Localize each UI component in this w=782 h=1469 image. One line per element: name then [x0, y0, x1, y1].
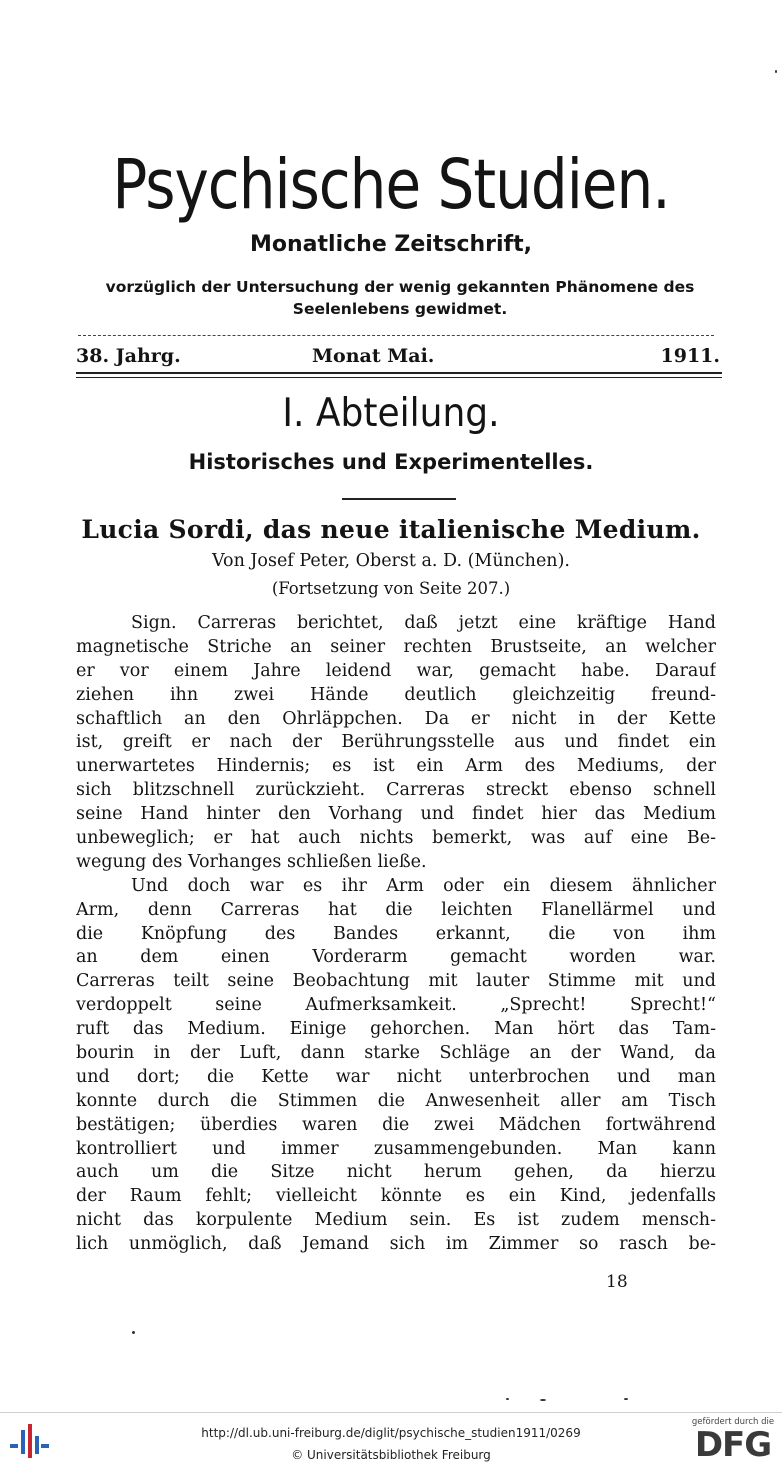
body-line: unerwartetes Hindernis; es ist ein Arm des Mediums, der	[76, 756, 716, 777]
body-line: Carreras teilt seine Beobachtung mit lauter Stimme mit und	[76, 971, 716, 992]
journal-description-line-2: Seelenlebens gewidmet.	[292, 300, 508, 318]
body-line: und dort; die Kette war nicht unterbrochen und man	[76, 1066, 716, 1087]
scan-speck	[132, 1331, 135, 1334]
article-continuation: (Fortsetzung von Seite 207.)	[271, 579, 511, 598]
body-line: ruft das Medium. Einige gehorchen. Man hört das Tam-	[76, 1019, 716, 1040]
article-title: Lucia Sordi, das neue italienische Medium.	[81, 515, 701, 544]
body-line: er vor einem Jahre leidend war, gemacht habe. Darauf	[76, 660, 716, 681]
body-line: lich unmöglich, daß Jemand sich im Zimmer so rasch be-	[76, 1234, 716, 1255]
body-line: seine Hand hinter den Vorhang und findet hier das Medium	[76, 804, 716, 825]
body-line: nicht das korpulente Medium sein. Es ist zudem mensch-	[76, 1210, 716, 1231]
issue-volume: 38. Jahrg.	[76, 345, 181, 367]
body-line: konnte durch die Stimmen die Anwesenheit aller am Tisch	[76, 1090, 716, 1111]
issue-month: Monat Mai.	[312, 345, 435, 367]
journal-title: Psychische Studien.	[112, 144, 670, 225]
journal-description	[70, 276, 730, 320]
footer-divider	[0, 1412, 782, 1413]
body-line: ist, greift er nach der Berührungsstelle aus und findet ein	[76, 732, 716, 753]
body-line: die Knöpfung des Bandes erkannt, die von ihm	[76, 923, 716, 944]
body-line: Und doch war es ihr Arm oder ein diesem ähnlicher	[131, 875, 716, 896]
journal-subtitle: Monatliche Zeitschrift,	[250, 232, 532, 257]
body-line: bourin in der Luft, dann starke Schläge an der Wand, da	[76, 1043, 716, 1064]
header-dashed-rule	[78, 335, 714, 336]
scan-speck	[624, 1398, 628, 1400]
dfg-sponsor-caption: gefördert durch die	[691, 1417, 775, 1427]
body-line: Arm, denn Carreras hat die leichten Flanellärmel und	[76, 899, 716, 920]
issue-year: 1911.	[660, 345, 720, 367]
issue-info-line	[76, 343, 720, 369]
section-title: I. Abteilung.	[282, 390, 500, 436]
section-divider	[342, 498, 456, 500]
dfg-sponsor-logo[interactable]	[690, 1418, 776, 1468]
body-line: auch um die Sitze nicht herum gehen, da hierzu	[76, 1162, 716, 1183]
header-rule-thin	[76, 377, 722, 378]
viewer-footer	[0, 1412, 782, 1469]
page-number: 18	[606, 1272, 628, 1292]
body-line: bestätigen; überdies waren die zwei Mädchen fortwährend	[76, 1114, 716, 1135]
dfg-logo-text: DFG	[694, 1425, 772, 1465]
body-line: kontrolliert und immer zusammengebunden. Man kann	[76, 1138, 716, 1159]
copyright-notice: © Universitätsbibliothek Freiburg	[291, 1448, 491, 1462]
body-line: sich blitzschnell zurückzieht. Carreras streckt ebenso schnell	[76, 780, 716, 801]
article-author: Von Josef Peter, Oberst a. D. (München).	[212, 551, 570, 571]
body-line: an dem einen Vorderarm gemacht worden war.	[76, 947, 716, 968]
article-body	[76, 612, 716, 1257]
body-line: schaftlich an den Ohrläppchen. Da er nicht in der Kette	[76, 708, 716, 729]
scan-speck	[540, 1399, 546, 1401]
body-line: der Raum fehlt; vielleicht könnte es ein Kind, jedenfalls	[76, 1186, 716, 1207]
journal-description-line-1: vorzüglich der Untersuchung der wenig gekannten Phänomene des	[105, 278, 695, 296]
body-line: magnetische Striche an seiner rechten Brustseite, an welcher	[76, 636, 716, 657]
header-rule-thick	[76, 372, 722, 374]
scan-speck	[775, 70, 777, 73]
section-subtitle: Historisches und Experimentelles.	[188, 450, 594, 474]
body-line: wegung des Vorhanges schließen ließe.	[76, 851, 427, 872]
body-line: Sign. Carreras berichtet, daß jetzt eine kräftige Hand	[131, 613, 716, 633]
document-url-link[interactable]: http://dl.ub.uni-freiburg.de/diglit/psychische_studien1911/0269	[201, 1426, 581, 1440]
body-line: verdoppelt seine Aufmerksamkeit. „Sprecht! Sprecht!“	[76, 995, 716, 1016]
body-line: ziehen ihn zwei Hände deutlich gleichzeitig freund-	[76, 684, 716, 705]
scan-speck	[506, 1398, 509, 1400]
body-line: unbeweglich; er hat auch nichts bemerkt, was auf eine Be-	[76, 828, 716, 849]
